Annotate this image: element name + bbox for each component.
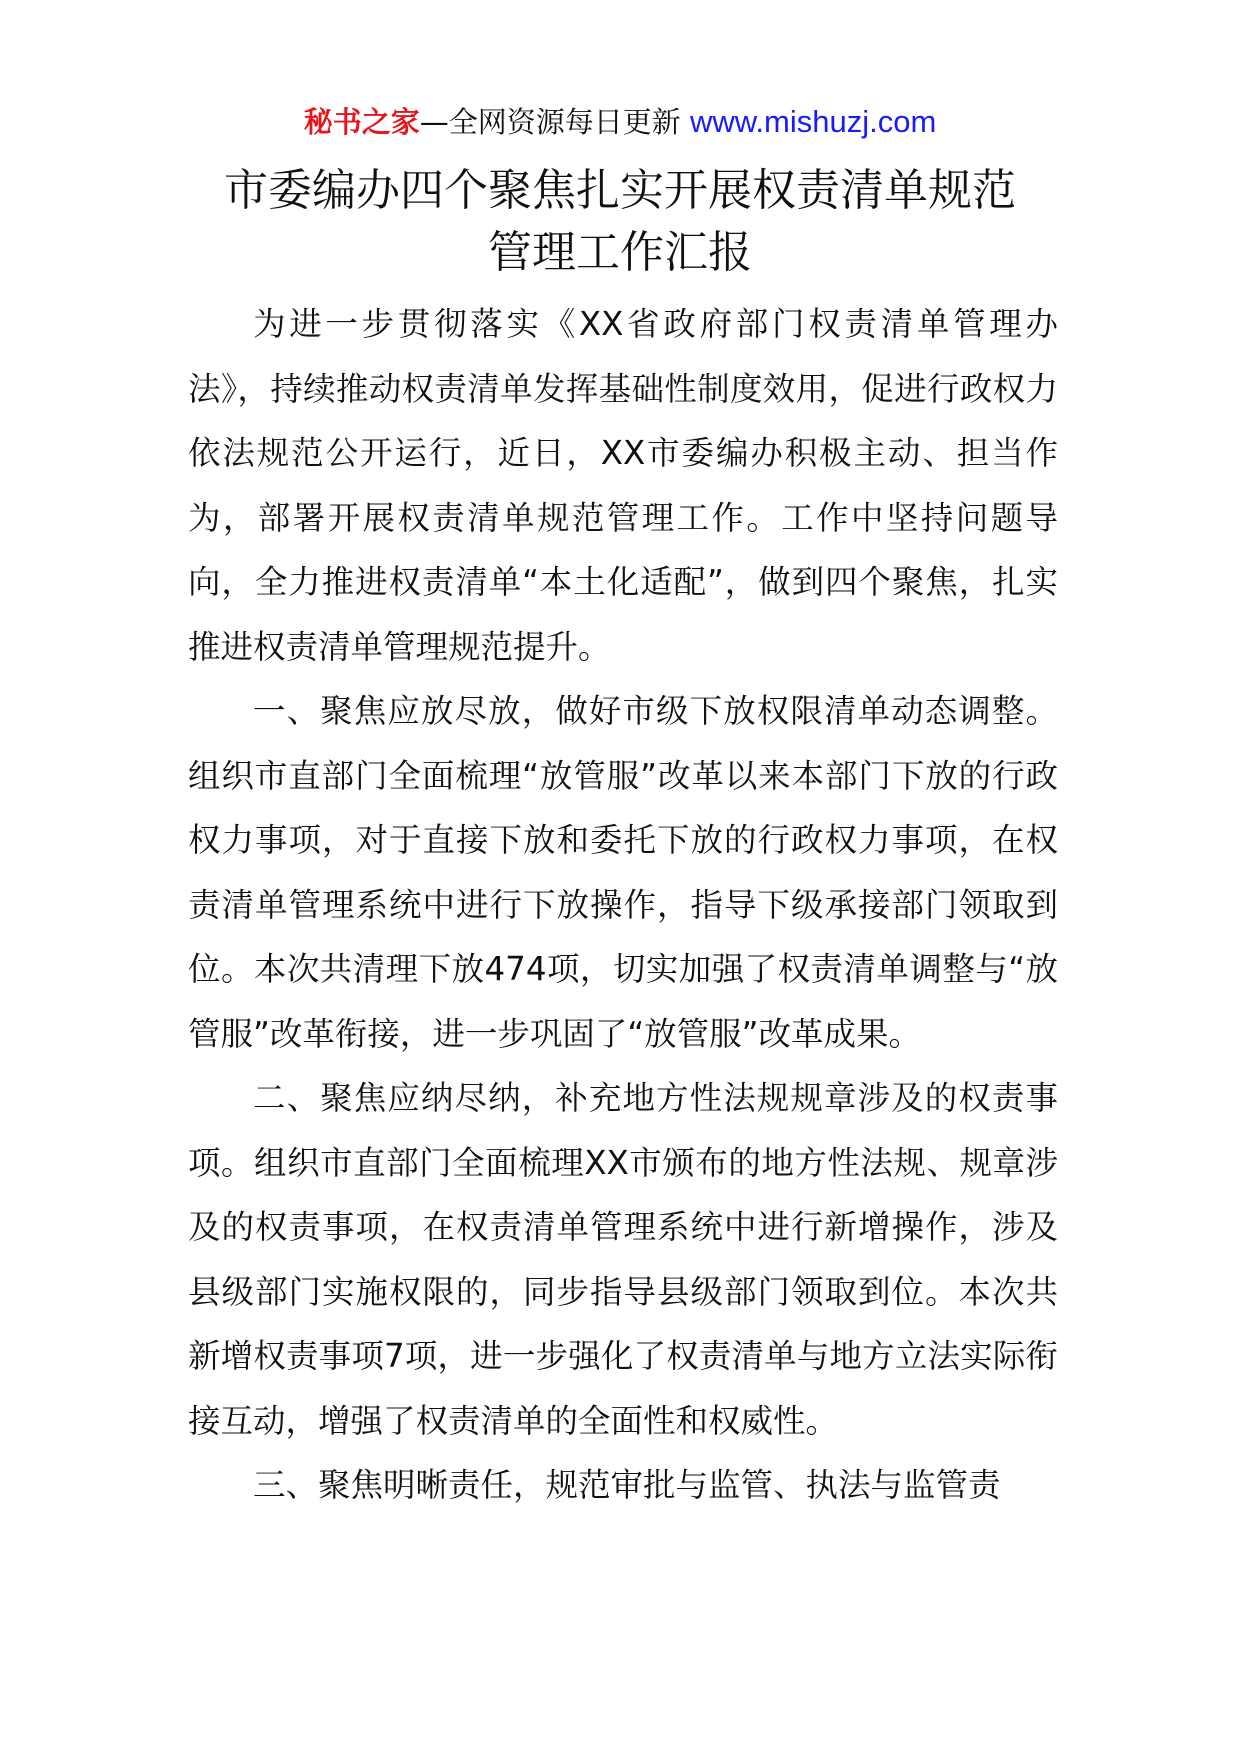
document-title-line-2: 管理工作汇报	[488, 227, 752, 278]
document-title-line-1: 市委编办四个聚焦扎实开展权责清单规范	[224, 165, 1016, 216]
paragraph-text: 为进一步贯彻落实《XX省政府部门权责清单管理办法》，持续推动权责清单发挥基础性制度效用，促进行政权力依法规范公开运行，近日，XX市委编办积极主动、担当作为，部署开展权责清单规范管理工作。工作中坚持问题导向，全力推进权责清单“本土化适配”，做到四个聚焦，扎实推进权责清单管理规范提升。	[188, 305, 1058, 666]
site-url-link[interactable]: www.mishuzj.com	[689, 104, 937, 139]
paragraph-text: 组织市直部门全面梳理XX市颁布的地方性法规、规章涉及的权责事项，在权责清单管理系统中进行新增操作，涉及县级部门实施权限的，同步指导县级部门领取到位。本次共新增权责事项7项，进一步强化了权责清单与地方立法实际衔接互动，增强了权责清单的全面性和权威性。	[188, 1143, 1058, 1440]
paragraph-text: 组织市直部门全面梳理“放管服”改革以来本部门下放的行政权力事项，对于直接下放和委托下放的行政权力事项，在权责清单管理系统中进行下放操作，指导下级承接部门领取到位。本次共清理下放474项，切实加强了权责清单调整与“放管服”改革衔接，进一步巩固了“放管服”改革成果。	[188, 756, 1058, 1053]
site-header	[0, 100, 1240, 144]
paragraph-section-2	[188, 1066, 1058, 1453]
site-name: 秘书之家	[303, 105, 420, 139]
paragraph-section-1	[188, 679, 1058, 1066]
document-title	[150, 160, 1090, 284]
paragraph-heading: 一、聚焦应放尽放，做好市级下放权限清单动态调整。	[253, 692, 1058, 730]
site-slogan: —全网资源每日更新	[419, 105, 690, 139]
paragraph-intro	[188, 292, 1058, 679]
paragraph-section-3	[188, 1453, 1058, 1518]
document-body	[188, 292, 1058, 1518]
paragraph-heading: 二、聚焦应纳尽纳，补充地方性法规规章涉及的权责事项。	[188, 1079, 1058, 1182]
paragraph-heading: 三、聚焦明晰责任，规范审批与监管、执法与监管责	[253, 1466, 1001, 1504]
